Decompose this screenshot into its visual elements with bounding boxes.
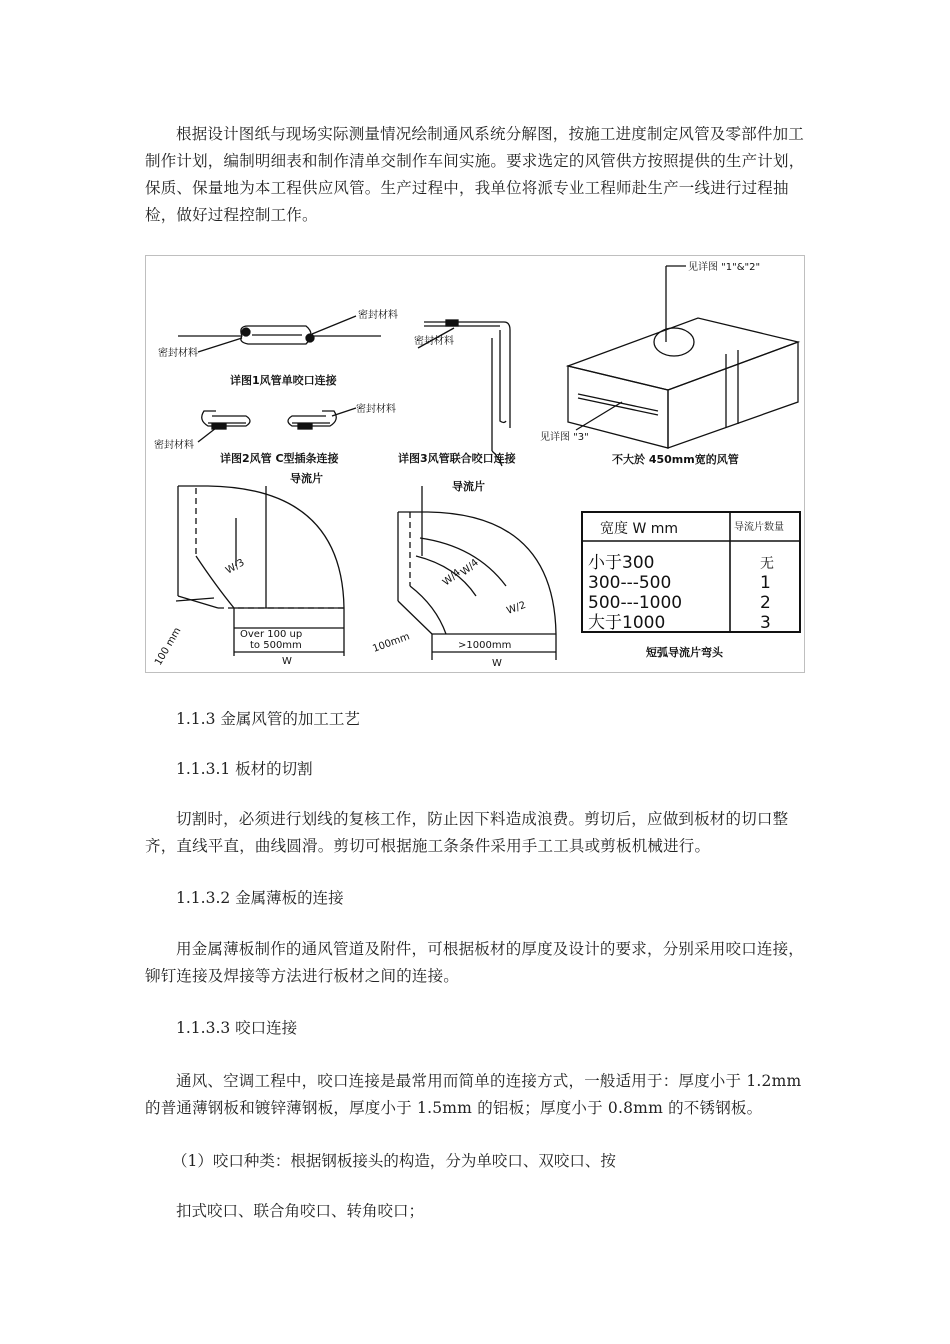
- table-row-count-1: 无: [760, 556, 774, 572]
- duct-caption: 不大於 450mm宽的风管: [612, 453, 739, 466]
- detail1-seam-drawing: [178, 316, 381, 352]
- detail2-sealant-right: 密封材料: [356, 404, 396, 415]
- elbow2-w4b-label: W/4: [458, 557, 481, 579]
- figure-drawing: [146, 256, 804, 672]
- elbow1-w-label: W: [282, 656, 292, 667]
- seam-types-line-1: （1）咬口种类：根据钢板接头的构造，分为单咬口、双咬口、按: [172, 1152, 616, 1170]
- detail2-slip-drawing: [198, 408, 356, 442]
- duct-ref-bottom: 见详图 "3": [540, 432, 589, 443]
- duct-detail-figure: [145, 255, 805, 673]
- elbow2-drawing: [398, 486, 556, 660]
- elbow2-w4-label: W/4: [440, 567, 463, 589]
- isometric-duct-drawing: [568, 266, 798, 448]
- table-header-width: 宽度 W mm: [600, 521, 679, 537]
- table-row-range-1: 小于300: [588, 553, 655, 573]
- intro-paragraph: 根据设计图纸与现场实际测量情况绘制通风系统分解图，按施工进度制定风管及零部件加工制作计划，编制明细表和制作清单交制作车间实施。要求选定的风管供方按照提供的生产计划，保质、保量地为本工程供应风管。生产过程中，我单位将派专业工程师赴生产一线进行过程抽检，做好过程控制工作。: [145, 125, 805, 224]
- seam-paragraph: 通风、空调工程中，咬口连接是最常用而简单的连接方式，一般适用于：厚度小于 1.2mm 的普通薄钢板和镀锌薄钢板，厚度小于 1.5mm 的铝板；厚度小于 0.8mm 的不锈钢板。: [145, 1072, 802, 1117]
- elbow1-w3-label: W/3: [224, 557, 247, 577]
- table-row-range-2: 300---500: [588, 573, 672, 593]
- detail1-sealant-right: 密封材料: [358, 310, 398, 321]
- table-row-count-3: 2: [760, 593, 771, 613]
- table-row-range-4: 大于1000: [588, 613, 666, 633]
- elbow1-100mm-label: 100 mm: [153, 625, 184, 668]
- table-caption: 短弧导流片弯头: [646, 646, 723, 659]
- elbow2-vane-label: 导流片: [452, 480, 485, 493]
- elbow2-gt-label: >1000mm: [458, 640, 512, 651]
- table-row-count-4: 3: [760, 613, 771, 633]
- elbow1-over-label: Over 100 up: [240, 629, 303, 640]
- elbow1-over-label-2: to 500mm: [250, 640, 302, 651]
- detail1-caption: 详图1风管单咬口连接: [230, 374, 337, 387]
- duct-ref-top: 见详图 "1"&"2": [688, 262, 761, 273]
- cutting-paragraph: 切割时，必须进行划线的复核工作，防止因下料造成浪费。剪切后，应做到板材的切口整齐，直线平直，曲线圆滑。剪切可根据施工条条件采用手工工具或剪板机械进行。: [145, 810, 789, 855]
- elbow2-w2-label: W/2: [505, 599, 528, 617]
- heading-1-1-3-1: 1.1.3.1 板材的切割: [176, 760, 313, 778]
- table-row-count-2: 1: [760, 573, 771, 593]
- elbow2-w-label: W: [492, 658, 502, 669]
- detail2-sealant-left: 密封材料: [154, 440, 194, 451]
- heading-1-1-3: 1.1.3 金属风管的加工工艺: [176, 710, 360, 728]
- table-row-range-3: 500---1000: [588, 593, 683, 613]
- elbow2-100mm-label: 100mm: [371, 631, 412, 655]
- detail2-caption: 详图2风管 C型插条连接: [220, 452, 339, 465]
- heading-1-1-3-3: 1.1.3.3 咬口连接: [176, 1019, 298, 1037]
- detail1-sealant-left: 密封材料: [158, 348, 198, 359]
- heading-1-1-3-2: 1.1.3.2 金属薄板的连接: [176, 889, 344, 907]
- detail3-sealant: 密封材料: [414, 336, 454, 347]
- table-header-count: 导流片数量: [734, 522, 784, 533]
- seam-types-line-2: 扣式咬口、联合角咬口、转角咬口；: [176, 1202, 425, 1220]
- detail3-caption: 详图3风管联合咬口连接: [398, 452, 516, 465]
- connection-paragraph: 用金属薄板制作的通风管道及附件，可根据板材的厚度及设计的要求，分别采用咬口连接，铆钉连接及焊接等方法进行板材之间的连接。: [145, 940, 805, 985]
- elbow1-vane-label: 导流片: [290, 472, 323, 485]
